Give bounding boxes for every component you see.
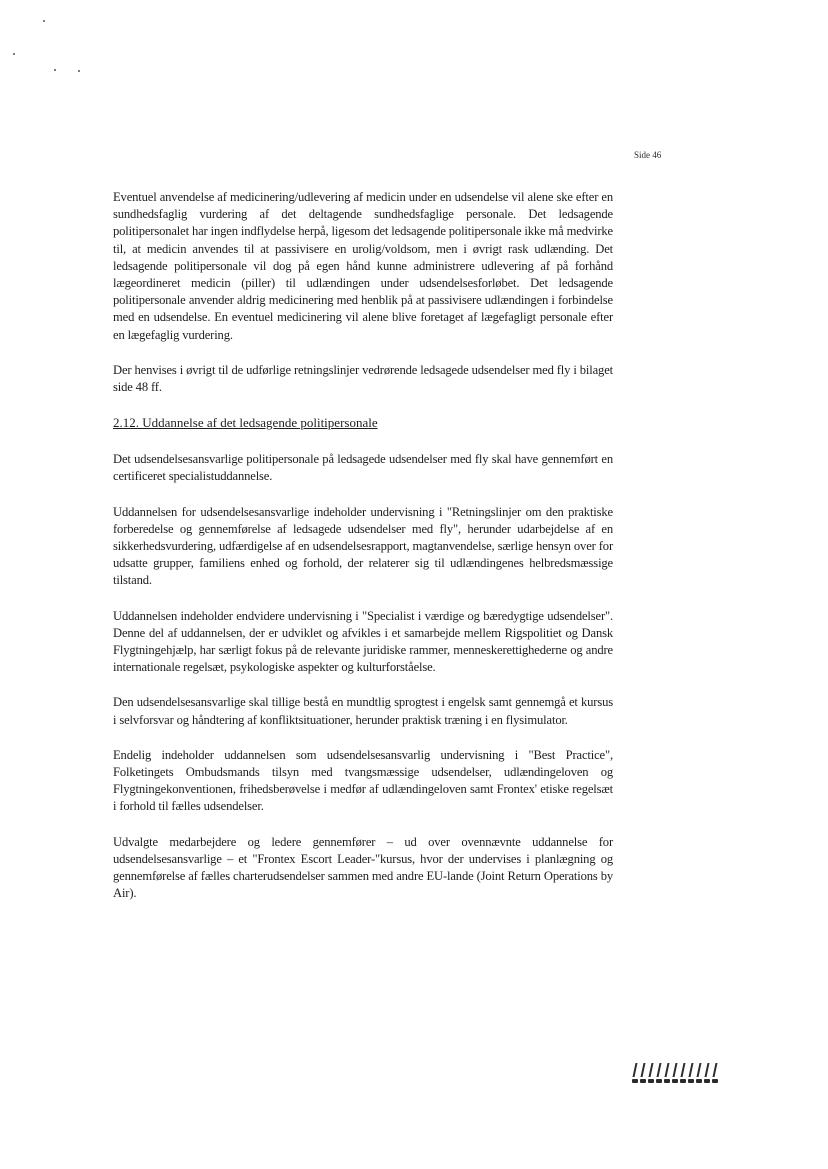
archive-stamp-icon [632,1063,718,1083]
stamp-mark [648,1063,654,1083]
stamp-mark [656,1063,662,1083]
paragraph-training-guidelines: Uddannelsen for udsendelsesansvarlige indeholder undervisning i "Retningslinjer om den praktiske forberedelse og gennemførelse af ledsagede udsendelser med fly", herunder udarbejdelse af en sikkerhedsvurdering, udfærdigelse af en udsendelsesrapport, magtanvendelse, særlige hensyn over for udsatte grupper, familiens enhed og forhold, der relaterer sig til udlændingenes helbredsmæssige tilstand. [113,504,613,588]
stamp-mark [664,1063,670,1083]
scan-speck [54,69,56,71]
paragraph-best-practice: Endelig indeholder uddannelsen som udsendelsesansvarlig undervisning i "Best Practice", Folketingets Ombudsmands tilsyn med tvangsmæssige udsendelser, udlændingeloven og Flygtningekonventionen, frihedsberøvelse i medfør af udlændingeloven samt Frontex' etiske regelsæt i forhold til fælles udsendelser. [113,747,613,814]
stamp-mark [672,1063,678,1083]
stamp-mark [696,1063,702,1083]
paragraph-medication: Eventuel anvendelse af medicinering/udlevering af medicin under en udsendelse vil alene ske efter en sundhedsfaglig vurdering af det deltagende sundhedsfaglige personale. Det ledsagende politipersonalet har ingen indflydelse herpå, ligesom det ledsagende politipersonale ikke må medvirke til, at medicin anvendes til at passivisere en urolig/voldsom, men i øvrigt rask udlænding. Det ledsagende politipersonale vil dog på egen hånd kunne administrere udlevering af på forhånd lægeordineret medicin (piller) til udlændingen under udsendelsesforløbet. Det ledsagende politipersonale anvender aldrig medicinering med henblik på at passivisere udlændingen i forbindelse med en udsendelse. En eventuel medicinering vil alene blive foretaget af lægefagligt personale efter en lægefaglig vurdering. [113,190,613,342]
stamp-mark [704,1063,710,1083]
stamp-mark [688,1063,694,1083]
stamp-mark [632,1063,638,1083]
stamp-mark [640,1063,646,1083]
stamp-mark [680,1063,686,1083]
section-heading: 2.12. Uddannelse af det ledsagende politipersonale [113,415,378,431]
paragraph-language-test: Den udsendelsesansvarlige skal tillige bestå en mundtlig sprogtest i engelsk samt gennemgå et kursus i selvforsvar og håndtering af konfliktsituationer, herunder praktisk træning i en flysimulator. [113,695,613,727]
page-number: Side 46 [634,150,662,160]
paragraph-reference: Der henvises i øvrigt til de udførlige retningslinjer vedrørende ledsagede udsendelser med fly i bilaget side 48 ff. [113,362,613,395]
stamp-mark [712,1063,718,1083]
document-body [113,189,613,921]
paragraph-frontex: Udvalgte medarbejdere og ledere gennemfører – ud over ovennævnte uddannelse for udsendelsesansvarlige – et "Frontex Escort Leader-"kursus, hvor der undervises i planlægning og gennemførelse af fælles charterudsendelser sammen med andre EU-lande (Joint Return Operations by Air). [113,834,613,901]
paragraph-certification: Det udsendelsesansvarlige politipersonale på ledsagede udsendelser med fly skal have gennemført en certificeret specialistuddannelse. [113,452,613,484]
scan-speck [13,53,15,55]
scan-speck [43,20,45,22]
scan-speck [78,70,80,72]
paragraph-specialist-training: Uddannelsen indeholder endvidere undervisning i "Specialist i værdige og bæredygtige udsendelser". Denne del af uddannelsen, der er udviklet og afvikles i et samarbejde mellem Rigspolitiet og Dansk Flygtningehjælp, har særligt fokus på de relevante juridiske rammer, menneskerettighederne og andre internationale regelsæt, psykologiske aspekter og kulturforståelse. [113,608,613,675]
